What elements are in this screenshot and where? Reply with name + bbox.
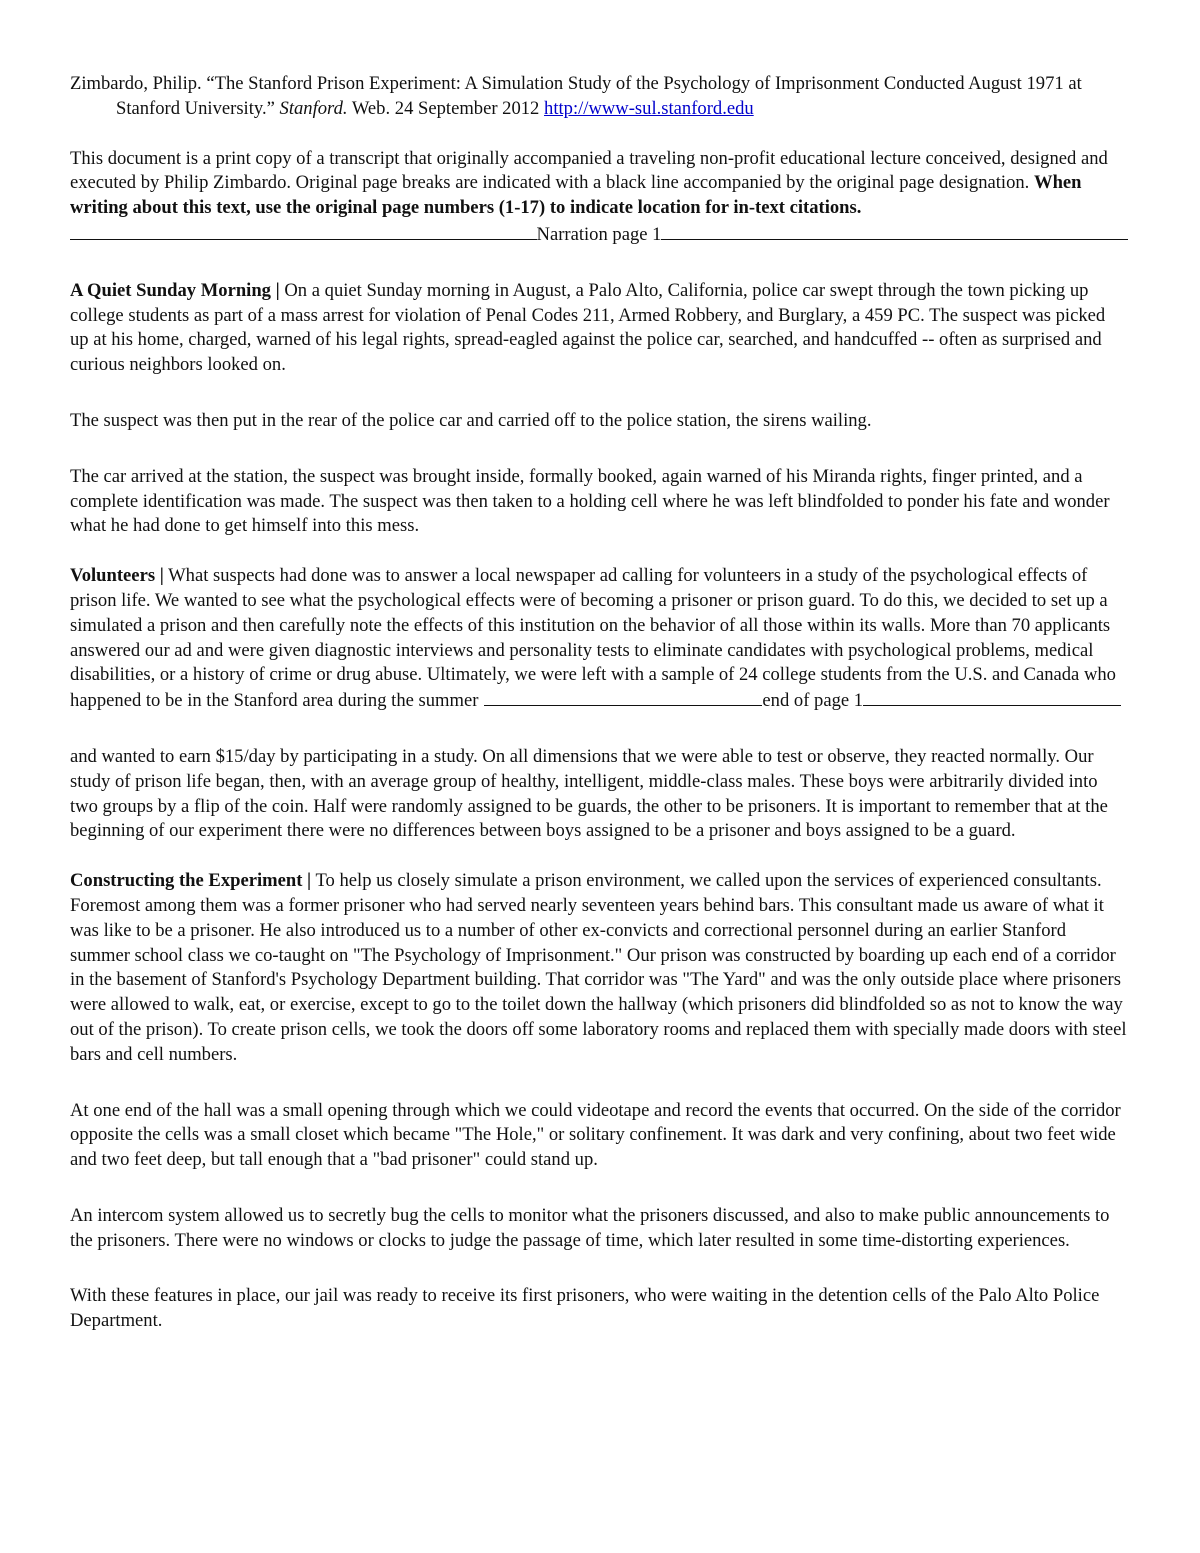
- page-break-label: Narration page 1: [536, 223, 662, 245]
- paragraph: At one end of the hall was a small opening through which we could videotape and record the events that occurred. On the side of the corridor opposite the cells was a small closet which became "The Hole," or solitary confinement. It was dark and very confining, about two feet wide and two feet deep, but tall enough that a "bad prisoner" could stand up.: [70, 1099, 1121, 1171]
- section-heading-volunteers: Volunteers |: [70, 565, 164, 587]
- page-break-label: end of page 1: [762, 690, 864, 712]
- spacer: [70, 378, 1128, 409]
- page-break-line-left: [70, 221, 537, 240]
- citation-access-date: Web. 24 September 2012: [347, 97, 545, 119]
- spacer: [70, 714, 1128, 745]
- document-page: [70, 72, 1128, 1334]
- spacer: [70, 122, 1128, 147]
- citation-text: Zimbardo, Philip. “The Stanford Prison Experiment: A Simulation Study of the Psychology of Imprisonment Conducted August 1971 at Stanford University.”: [70, 73, 1082, 119]
- paragraph: The suspect was then put in the rear of the police car and carried off to the police station, the sirens wailing.: [70, 409, 872, 431]
- page-break-narration: [70, 221, 1128, 248]
- citation-source: Stanford.: [279, 97, 348, 119]
- intro-instruction: When writing about this text, use the original page numbers (1-17) to indicate location for in-text citations.: [70, 172, 1082, 219]
- page-break-line-right: [863, 688, 1121, 706]
- paragraph: The car arrived at the station, the suspect was brought inside, formally booked, again warned of his Miranda rights, finger printed, and a complete identification was made. The suspect was then taken to a holding cell where he was left blindfolded to ponder his fate and wonder what he had done to get himself into this mess.: [70, 465, 1110, 537]
- spacer: [70, 844, 1128, 869]
- spacer: [70, 1068, 1128, 1099]
- section-paragraph: [70, 564, 1128, 714]
- paragraph: and wanted to earn $15/day by participating in a study. On all dimensions that we were able to test or observe, they reacted normally. Our study of prison life began, then, with an average group of healthy, intelligent, middle-class males. These boys were arbitrarily divided into two groups by a flip of the coin. Half were randomly assigned to be guards, the other to be prisoners. It is important to remember that at the beginning of our experiment there were no differences between boys assigned to be a prisoner and boys assigned to be a guard.: [70, 745, 1108, 842]
- section-heading-quiet-sunday: A Quiet Sunday Morning |: [70, 279, 280, 301]
- spacer: [70, 539, 1128, 564]
- section-paragraph: [70, 869, 1128, 1067]
- spacer: [70, 434, 1128, 465]
- section-paragraph: [70, 279, 1128, 378]
- paragraph-text: On a quiet Sunday morning in August, a Palo Alto, California, police car swept through the town picking up college students as part of a mass arrest for violation of Penal Codes 211, Armed Robbery, and Burglary, a 459 PC. The suspect was picked up at his home, charged, warned of his legal rights, spread-eagled against the police car, searched, and handcuffed -- often as surprised and curious neighbors looked on.: [70, 279, 1106, 376]
- citation-link[interactable]: http://www-sul.stanford.edu: [544, 97, 754, 119]
- paragraph: With these features in place, our jail was ready to receive its first prisoners, who were waiting in the detention cells of the Palo Alto Police Department.: [70, 1285, 1100, 1332]
- spacer: [70, 1253, 1128, 1284]
- intro-text: This document is a print copy of a transcript that originally accompanied a traveling non-profit educational lecture conceived, designed and executed by Philip Zimbardo. Original page breaks are indicated with a black line accompanied by the original page designation.: [70, 147, 1108, 194]
- spacer: [70, 1173, 1128, 1204]
- citation: [70, 72, 1128, 122]
- spacer: [70, 248, 1128, 279]
- page-break-line-left: [484, 688, 762, 706]
- page-break-line-right: [661, 221, 1128, 240]
- paragraph: An intercom system allowed us to secretly bug the cells to monitor what the prisoners discussed, and also to make public announcements to the prisoners. There were no windows or clocks to judge the passage of time, which later resulted in some time-distorting experiences.: [70, 1204, 1110, 1251]
- section-heading-constructing: Constructing the Experiment |: [70, 870, 312, 892]
- paragraph-text: What suspects had done was to answer a local newspaper ad calling for volunteers in a study of the psychological effects of prison life. We wanted to see what the psychological effects were of becoming a prisoner or prison guard. To do this, we decided to set up a simulated a prison and then carefully note the effects of this institution on the behavior of all those within its walls. More than 70 applicants answered our ad and were given diagnostic interviews and personality tests to eliminate candidates with psychological problems, medical disabilities, or a history of crime or drug abuse. Ultimately, we were left with a sample of 24 college students from the U.S. and Canada who happened to be in the Stanford area during the summer: [70, 565, 1116, 712]
- paragraph-text: To help us closely simulate a prison environment, we called upon the services of experienced consultants. Foremost among them was a former prisoner who had served nearly seventeen years behind bars. This consultant made us aware of what it was like to be a prisoner. He also introduced us to a number of other ex-convicts and correctional personnel during an earlier Stanford summer school class we co-taught on "The Psychology of Imprisonment." Our prison was constructed by boarding up each end of a corridor in the basement of Stanford's Psychology Department building. That corridor was "The Yard" and was the only outside place where prisoners were allowed to walk, eat, or exercise, except to go to the toilet down the hallway (which prisoners did blindfolded so as not to know the way out of the prison). To create prison cells, we took the doors off some laboratory rooms and replaced them with specially made doors with steel bars and cell numbers.: [70, 870, 1127, 1065]
- intro-paragraph: [70, 147, 1128, 221]
